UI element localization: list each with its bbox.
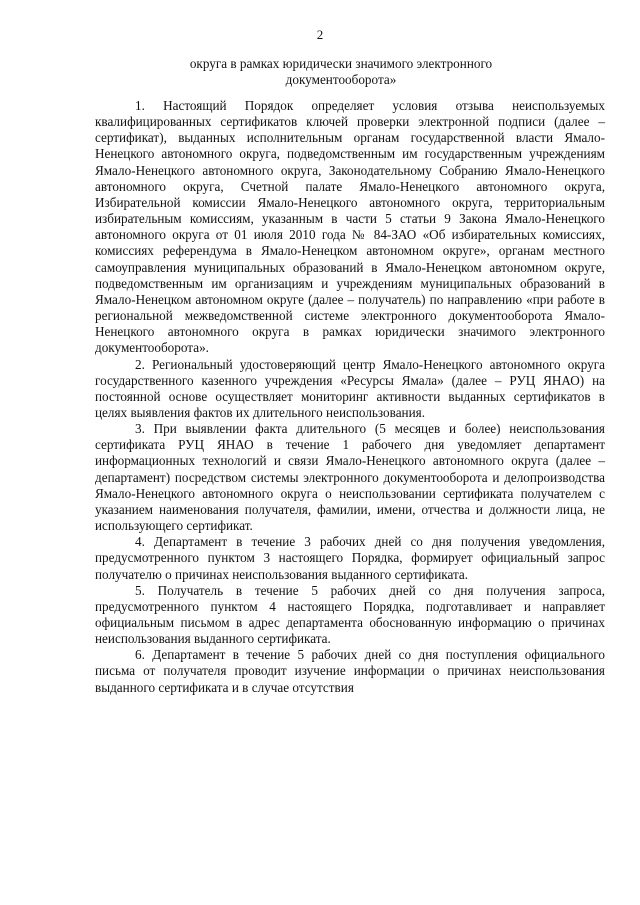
paragraph-3: 3. При выявлении факта длительного (5 месяцев и более) неиспользования сертификата РУЦ ЯНАО в течение 1 рабочего дня уведомляет департамент информационных технологий и связи Ямало-Ненецкого автономного округа (далее – департамент) посредством системы электронного документооборота и делопроизводства Ямало-Ненецкого автономного округа о неиспользовании сертификата получателем с указанием наименования получателя, фамилии, имени, отчества и должности лица, не использующего сертификат. — [95, 421, 605, 534]
paragraph-4: 4. Департамент в течение 3 рабочих дней со дня получения уведомления, предусмотренного пунктом 3 настоящего Порядка, формирует официальный запрос получателю о причинах неиспользования выданного сертификата. — [95, 534, 605, 582]
page-number: 2 — [316, 27, 324, 42]
document-title-continuation: округа в рамках юридически значимого электронного документооборота» — [189, 56, 493, 87]
paragraph-5: 5. Получатель в течение 5 рабочих дней со дня получения запроса, предусмотренного пунктом 4 настоящего Порядка, подготавливает и направляет официальным письмом в адрес департамента обоснованную информацию о причинах неиспользования выданного сертификата. — [95, 582, 605, 647]
document-body — [95, 98, 605, 696]
paragraph-6: 6. Департамент в течение 5 рабочих дней со дня поступления официального письма от получателя проводит изучение информации о причинах неиспользования выданного сертификата и в случае отсутствия — [95, 647, 605, 695]
paragraph-1: 1. Настоящий Порядок определяет условия отзыва неиспользуемых квалифицированных сертификатов ключей проверки электронной подписи (далее – сертификат), выданных исполнительным органам государственной власти Ямало-Ненецкого автономного округа, подведомственным им государственным учреждениям Ямало-Ненецкого автономного округа, Законодательному Собранию Ямало-Ненецкого автономного округа, Счетной палате Ямало-Ненецкого автономного округа, Избирательной комиссии Ямало-Ненецкого автономного округа, территориальным избирательным комиссиям, указанным в части 5 статьи 9 Закона Ямало-Ненецкого автономного округа от 01 июля 2010 года № 84-ЗАО «Об избирательных комиссиях, комиссиях референдума в Ямало-Ненецком автономном округе», органам местного самоуправления муниципальных образований в Ямало-Ненецком автономном округе, подведомственным им организациям и учреждениям муниципальных образований в Ямало-Ненецком автономном округе (далее – получатель) по направлению «при работе в региональной межведомственной системе электронного документооборота Ямало-Ненецкого автономного округа в рамках юридически значимого электронного документооборота». — [95, 98, 605, 356]
paragraph-2: 2. Региональный удостоверяющий центр Ямало-Ненецкого автономного округа государственного казенного учреждения «Ресурсы Ямала» (далее – РУЦ ЯНАО) на постоянной основе осуществляет мониторинг активности выданных сертификатов в целях выявления фактов их длительного неиспользования. — [95, 356, 605, 420]
